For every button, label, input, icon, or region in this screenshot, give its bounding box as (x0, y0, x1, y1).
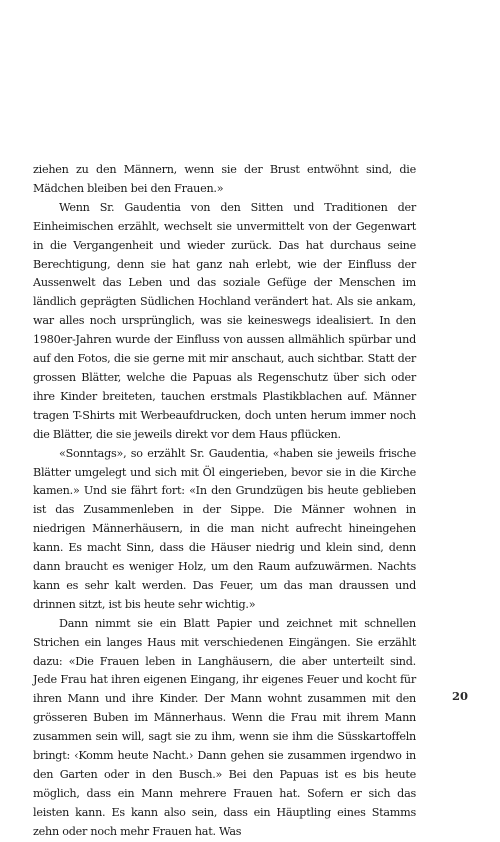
paragraph-2: Wenn Sr. Gaudentia von den Sitten und Traditionen der Einheimischen erzählt, wechselt sie unvermittelt von der Gegenwart in die Vergangenheit und wieder zurück. Das hat durchaus seine Berechtigung, denn sie hat ganz nah erlebt, wie der Einfluss der Aussenwelt das Leben und das soziale Gefüge der Menschen im ländlich geprägten Südlichen Hochland verändert hat. Als sie ankam, war alles noch ursprünglich, was sie keineswegs idealisiert. In den 1980er-Jahren wurde der Einfluss von aussen allmählich spürbar und auf den Fotos, die sie gerne mit mir anschaut, auch sichtbar. Statt der grossen Blätter, welche die Papuas als Regenschutz über sich oder ihre Kinder breiteten, tauchen erstmals Plastikblachen auf. Männer tragen T-Shirts mit Werbeaufdrucken, doch unten herum immer noch die Blätter, die sie jeweils direkt vor dem Haus pflücken. (33, 200, 416, 441)
body-text (33, 161, 416, 842)
paragraph-4: Dann nimmt sie ein Blatt Papier und zeichnet mit schnellen Strichen ein langes Haus mit verschiedenen Eingängen. Sie erzählt dazu: «Die Frauen leben in Langhäusern, die aber unterteilt sind. Jede Frau hat ihren eigenen Eingang, ihr eigenes Feuer und kocht für ihren Mann und ihre Kinder. Der Mann wohnt zusammen mit den grösseren Buben im Männerhaus. Wenn die Frau mit ihrem Mann zusammen sein will, sagt sie zu ihm, wenn sie ihm die Süsskartoffeln bringt: ‹Komm heute Nacht.› Dann gehen sie zusammen irgendwo in den Garten oder in den Busch.» Bei den Papuas ist es bis heute möglich, dass ein Mann mehrere Frauen hat. Sofern er sich das leisten kann. Es kann also sein, dass ein Häuptling eines Stamms zehn oder noch mehr Frauen hat. Was (33, 616, 416, 838)
paragraph-3: «Sonntags», so erzählt Sr. Gaudentia, «haben sie jeweils frische Blätter umgelegt und sich mit Öl eingerieben, bevor sie in die Kirche kamen.» Und sie fährt fort: «In den Grundzügen bis heute geblieben ist das Zusammenleben in der Sippe. Die Männer wohnen in niedrigen Männerhäusern, in die man nicht aufrecht hineingehen kann. Es macht Sinn, dass die Häuser niedrig und klein sind, denn dann braucht es weniger Holz, um den Raum aufzuwärmen. Nachts kann es sehr kalt werden. Das Feuer, um das man draussen und drinnen sitzt, ist bis heute sehr wichtig.» (33, 446, 416, 611)
page-number: 20 (452, 689, 469, 703)
paragraph-1: ziehen zu den Männern, wenn sie der Brust entwöhnt sind, die Mädchen bleiben bei den Frauen.» (33, 163, 416, 195)
